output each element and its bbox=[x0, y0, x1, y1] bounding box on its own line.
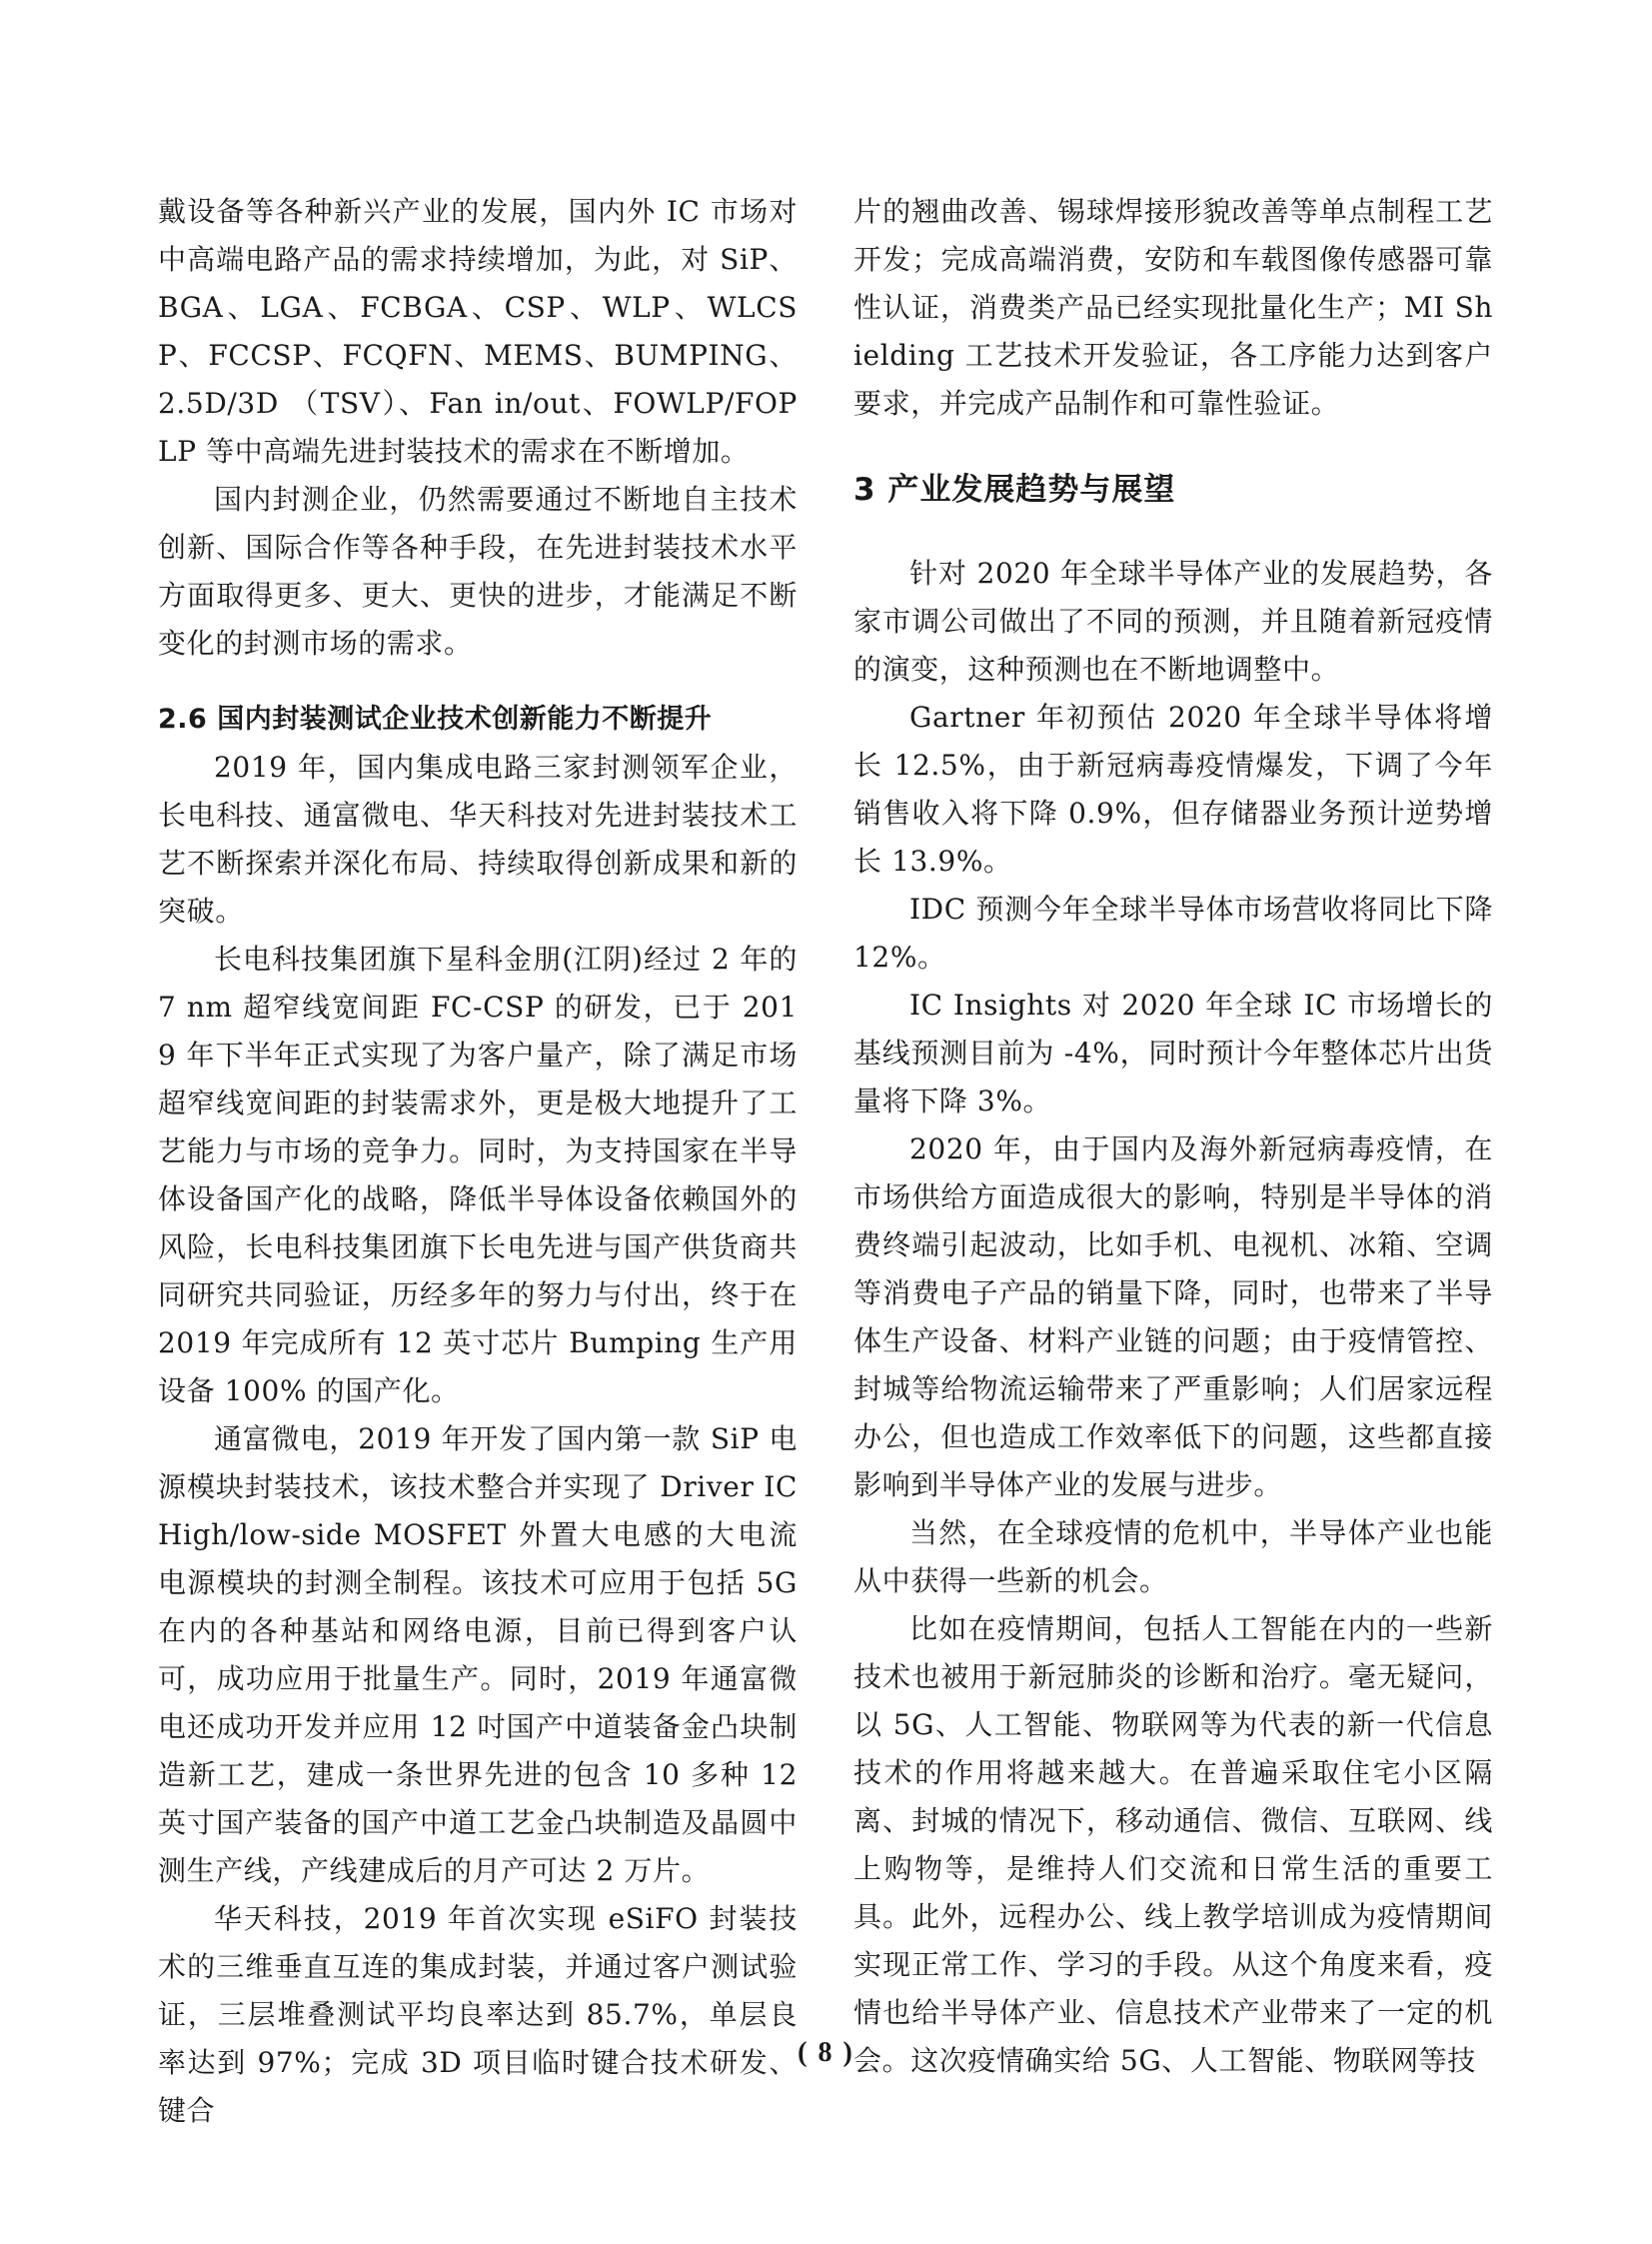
spacer bbox=[158, 668, 798, 696]
paragraph-gartner: Gartner 年初预估 2020 年全球半导体将增长 12.5%，由于新冠病毒疫情爆发，下调了今年销售收入将下降 0.9%，但存储器业务预计逆势增长 13.9%。 bbox=[853, 701, 1493, 878]
left-column bbox=[158, 188, 798, 2135]
paragraph-huatian: 华天科技，2019 年首次实现 eSiFO 封装技术的三维垂直互连的集成封装，并通过客户测试验证，三层堆叠测试平均良率达到 85.7%，单层良率达到 97%；完成 3D 项目临时键合技术研发、键合 bbox=[158, 1902, 798, 2127]
paragraph-ic-insights: IC Insights 对 2020 年全球 IC 市场增长的基线预测目前为 -4%，同时预计今年整体芯片出货量将下降 3%。 bbox=[853, 989, 1493, 1118]
spacer bbox=[853, 428, 1493, 466]
paragraph-idc: IDC 预测今年全球半导体市场营收将同比下降 12%。 bbox=[853, 893, 1493, 974]
paragraph-forecasts: 针对 2020 年全球半导体产业的发展趋势，各家市调公司做出了不同的预测，并且随着新冠疫情的演变，这种预测也在不断地调整中。 bbox=[853, 557, 1493, 686]
section-heading-2-6: 2.6 国内封装测试企业技术创新能力不断提升 bbox=[158, 704, 713, 735]
paragraph-advanced-packaging-demand: 戴设备等各种新兴产业的发展，国内外 IC 市场对中高端电路产品的需求持续增加，为此，对 SiP、BGA、LGA、FCBGA、CSP、WLP、WLCSP、FCCSP、FCQFN、MEMS、BUMPING、2.5D/3D （TSV）、Fan in/out、FOWLP/FOPLP 等中高端先进封装技术的需求在不断增加。 bbox=[158, 195, 798, 468]
paragraph-huatian-continued: 片的翘曲改善、锡球焊接形貌改善等单点制程工艺开发；完成高端消费，安防和车载图像传感器可靠性认证，消费类产品已经实现批量化生产；MI Shielding 工艺技术开发验证，各工序能力达到客户要求，并完成产品制作和可靠性验证。 bbox=[853, 195, 1493, 420]
page-number: ( 8 ) bbox=[798, 2037, 854, 2068]
paragraph-opportunity: 当然，在全球疫情的危机中，半导体产业也能从中获得一些新的机会。 bbox=[853, 1516, 1493, 1597]
paragraph-2020-impact: 2020 年，由于国内及海外新冠病毒疫情，在市场供给方面造成很大的影响，特别是半导体的消费终端引起波动，比如手机、电视机、冰箱、空调等消费电子产品的销量下降，同时，也带来了半导体生产设备、材料产业链的问题；由于疫情管控、封城等给物流运输带来了严重影响；人们居家远程办公，但也造成工作效率低下的问题，这些都直接影响到半导体产业的发展与进步。 bbox=[853, 1132, 1493, 1501]
paragraph-domestic-firms: 国内封测企业，仍然需要通过不断地自主技术创新、国际合作等各种手段，在先进封装技术水平方面取得更多、更大、更快的进步，才能满足不断变化的封测市场的需求。 bbox=[158, 483, 798, 660]
section-heading-3: 3 产业发展趋势与展望 bbox=[853, 472, 1176, 508]
right-column bbox=[853, 188, 1493, 2085]
paragraph-tfme: 通富微电，2019 年开发了国内第一款 SiP 电源模块封装技术，该技术整合并实现了 Driver IC High/low-side MOSFET 外置大电感的大电流电源模块的封测全制程。该技术可应用于包括 5G 在内的各种基站和网络电源，目前已得到客户认可，成功应用于批量生产。同时，2019 年通富微电还成功开发并应用 12 吋国产中道装备金凸块制造新工艺，建成一条世界先进的包含 10 多种 12 英寸国产装备的国产中道工艺金凸块制造及晶圆中测生产线，产线建成后的月产可达 2 万片。 bbox=[158, 1422, 798, 1887]
paragraph-new-technologies: 比如在疫情期间，包括人工智能在内的一些新技术也被用于新冠肺炎的诊断和治疗。毫无疑问，以 5G、人工智能、物联网等为代表的新一代信息技术的作用将越来越大。在普遍采取住宅小区隔离、封城的情况下，移动通信、微信、互联网、线上购物等，是维持人们交流和日常生活的重要工具。此外，远程办公、线上教学培训成为疫情期间实现正常工作、学习的手段。从这个角度来看，疫情也给半导体产业、信息技术产业带来了一定的机会。这次疫情确实给 5G、人工智能、物联网等技 bbox=[853, 1612, 1493, 2077]
spacer bbox=[853, 514, 1493, 550]
paragraph-jcet: 长电科技集团旗下星科金朋(江阴)经过 2 年的 7 nm 超窄线宽间距 FC-CSP 的研发，已于 2019 年下半年正式实现了为客户量产，除了满足市场超窄线宽间距的封装需求外，更是极大地提升了工艺能力与市场的竞争力。同时，为支持国家在半导体设备国产化的战略，降低半导体设备依赖国外的风险，长电科技集团旗下长电先进与国产供货商共同研究共同验证，历经多年的努力与付出，终于在 2019 年完成所有 12 英寸芯片 Bumping 生产用设备 100% 的国产化。 bbox=[158, 943, 798, 1407]
paragraph-2019-overview: 2019 年，国内集成电路三家封测领军企业，长电科技、通富微电、华天科技对先进封装技术工艺不断探索并深化布局、持续取得创新成果和新的突破。 bbox=[158, 751, 798, 928]
